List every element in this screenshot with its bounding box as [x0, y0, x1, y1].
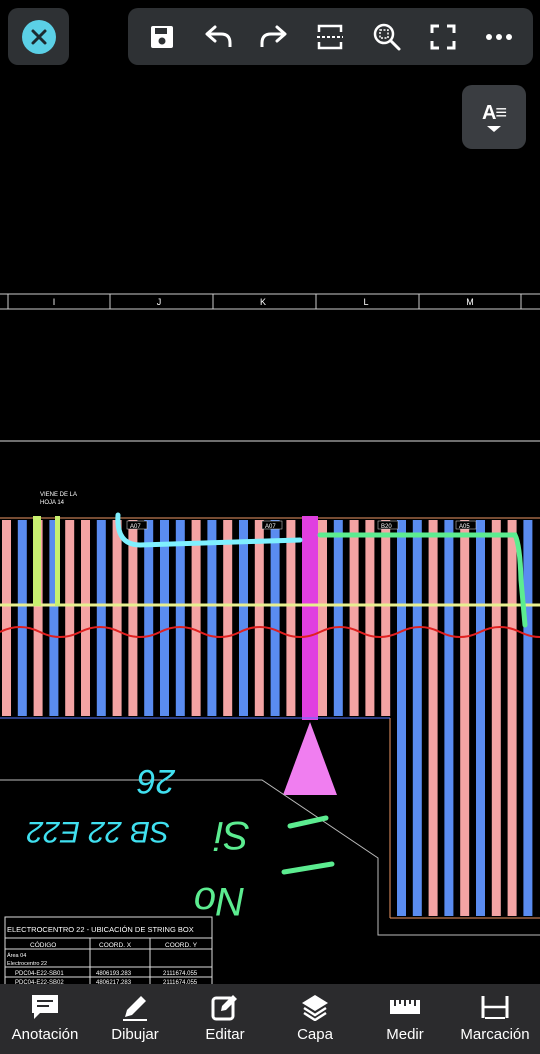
- string-column: [365, 520, 374, 716]
- more-icon[interactable]: [481, 19, 517, 55]
- close-icon[interactable]: [22, 20, 56, 54]
- string-column: [523, 520, 532, 916]
- string-column: [444, 520, 453, 916]
- string-column: [334, 520, 343, 716]
- layers-label: Capa: [297, 1026, 333, 1043]
- table-header: CÓDIGO: [30, 942, 57, 949]
- undo-icon[interactable]: [200, 19, 236, 55]
- string-box-table: [5, 917, 212, 984]
- annotation-icon: [29, 992, 61, 1022]
- annotation-label: Anotación: [11, 1026, 79, 1043]
- grid-label: M: [466, 297, 474, 307]
- table-header: COORD. X: [99, 942, 132, 949]
- grid-label: I: [52, 297, 56, 307]
- table-section: Área 04: [7, 953, 27, 959]
- table-subsection: Electrocentro 22: [7, 961, 48, 967]
- string-column: [286, 520, 295, 716]
- layers-button[interactable]: [270, 984, 360, 1043]
- string-column: [207, 520, 216, 716]
- svg-text:SB 22 E22: SB 22 E22: [26, 815, 170, 848]
- handwriting-no: [194, 879, 245, 923]
- string-column: [128, 520, 137, 716]
- grid-label: L: [363, 297, 369, 307]
- svg-text:A05: A05: [459, 524, 470, 530]
- measure-label: Medir: [386, 1026, 424, 1043]
- text-style-icon: A≡: [481, 101, 507, 124]
- string-column: [508, 520, 517, 916]
- fit-icon[interactable]: [312, 19, 348, 55]
- highlight-arrow: [283, 722, 337, 795]
- svg-text:A07: A07: [265, 524, 276, 530]
- string-column: [176, 520, 185, 716]
- table-cell: PDC04-E22-SB02: [15, 980, 64, 984]
- layers-icon: [299, 992, 331, 1022]
- string-column: [476, 520, 485, 916]
- string-column: [413, 520, 422, 916]
- svg-text:A07: A07: [130, 524, 141, 530]
- string-column: [271, 520, 280, 716]
- table-header: COORD. Y: [165, 942, 198, 949]
- string-column: [81, 520, 90, 716]
- ruler-icon: [389, 992, 421, 1022]
- table-cell: PDC04-E22-SB01: [15, 971, 64, 977]
- annotation-text: HOJA 14: [40, 500, 65, 506]
- bottom-toolbar: [0, 984, 540, 1054]
- string-column: [192, 520, 201, 716]
- pencil-icon: [119, 992, 151, 1022]
- grid-label: K: [259, 297, 267, 307]
- caret-down-icon: [486, 125, 502, 133]
- string-column: [113, 520, 122, 716]
- dimension-icon: [479, 992, 511, 1022]
- text-style-button[interactable]: [462, 85, 526, 149]
- handwriting-si: [213, 813, 250, 857]
- string-column: [318, 520, 327, 716]
- edit-button[interactable]: [180, 984, 270, 1043]
- grid-ruler: [0, 294, 540, 309]
- string-column: [223, 520, 232, 716]
- close-button[interactable]: [8, 8, 69, 65]
- grid-label: J: [156, 297, 162, 307]
- table-cell: 4806193.283: [96, 971, 132, 977]
- draw-button[interactable]: [90, 984, 180, 1043]
- annotation-text: VIENE DE LA: [40, 492, 78, 498]
- zoom-icon[interactable]: [369, 19, 405, 55]
- table-title: ELECTROCENTRO 22 - UBICACIÓN DE STRING BOX: [7, 925, 194, 934]
- top-toolbar: [128, 8, 533, 65]
- svg-text:B20: B20: [381, 524, 392, 530]
- edit-icon: [209, 992, 241, 1022]
- string-column: [65, 520, 74, 716]
- string-column: [429, 520, 438, 916]
- string-column: [160, 520, 169, 716]
- annotation-button[interactable]: [0, 984, 90, 1043]
- svg-text:No: No: [193, 879, 245, 923]
- string-column: [492, 520, 501, 916]
- highlight-column: [302, 516, 318, 720]
- dimension-label: Marcación: [460, 1026, 530, 1043]
- string-column: [255, 520, 264, 716]
- svg-text:26: 26: [137, 762, 175, 800]
- string-column: [144, 520, 153, 716]
- string-column: [97, 520, 106, 716]
- edit-label: Editar: [205, 1026, 245, 1043]
- string-column: [239, 520, 248, 716]
- dimension-button[interactable]: [450, 984, 540, 1043]
- table-cell: 2111674.055: [163, 980, 198, 984]
- table-cell: 4806217.283: [96, 980, 132, 984]
- string-column: [381, 520, 390, 716]
- handwriting-26: [137, 762, 176, 800]
- table-cell: 2111674.055: [163, 971, 198, 977]
- measure-button[interactable]: [360, 984, 450, 1043]
- string-column: [18, 520, 27, 716]
- string-column: [2, 520, 11, 716]
- fullscreen-icon[interactable]: [425, 19, 461, 55]
- draw-label: Dibujar: [111, 1026, 159, 1043]
- redo-icon[interactable]: [256, 19, 292, 55]
- svg-text:Si: Si: [214, 813, 250, 857]
- string-column: [397, 520, 406, 916]
- save-icon[interactable]: [144, 19, 180, 55]
- handwriting-sb22: [26, 815, 170, 848]
- string-column: [460, 520, 469, 916]
- string-column: [350, 520, 359, 716]
